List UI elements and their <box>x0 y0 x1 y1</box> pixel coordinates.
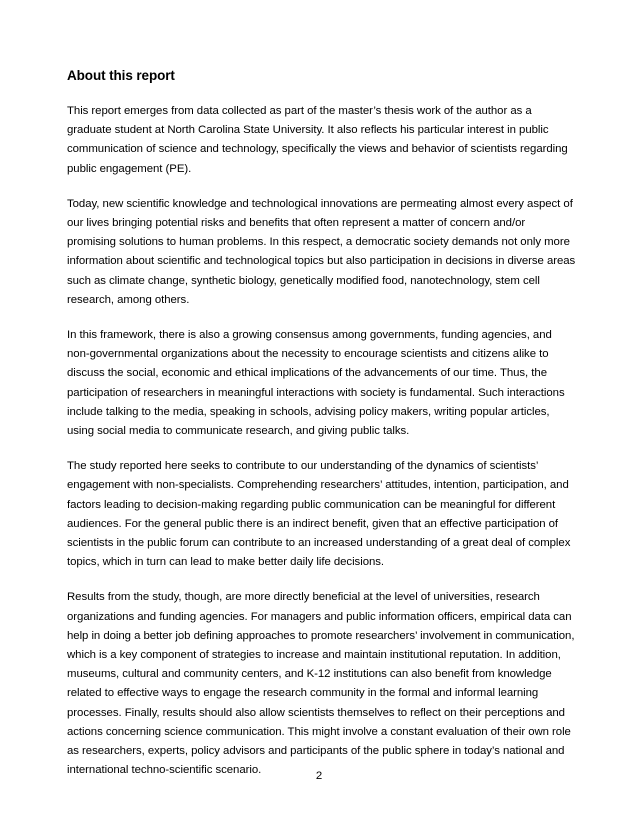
section-heading: About this report <box>67 68 175 83</box>
paragraph-study: The study reported here seeks to contribute to our understanding of the dynamics of scientists’ engagement with non-specialists. Comprehending researchers’ attitudes, intention, participation, and factors leading to decision-making regarding public communication can be meaningful for different audiences. For the general public there is an indirect benefit, given that an effective participation of scientists in the public forum can contribute to an increased understanding of a great deal of complex topics, which in turn can lead to make better daily life decisions. <box>67 460 571 569</box>
page-content <box>67 66 577 797</box>
paragraph-context: Today, new scientific knowledge and technological innovations are permeating almost every aspect of our lives bringing potential risks and benefits that often represent a matter of concern and/or promising solutions to human problems. In this respect, a democratic society demands not only more information about scientific and technological topics but also participation in decisions in diverse areas such as climate change, synthetic biology, genetically modified food, nanotechnology, stem cell research, among others. <box>67 197 576 306</box>
page-number: 2 <box>315 770 323 782</box>
paragraph-results: Results from the study, though, are more directly beneficial at the level of universities, research organizations and funding agencies. For managers and public information officers, empirical data can help in doing a better job defining approaches to promote researchers’ involvement in communication, which is a key component of strategies to increase and maintain institutional reputation. In addition, museums, cultural and community centers, and K-12 institutions can also benefit from knowledge related to effective ways to engage the research community in the formal and informal learning processes. Finally, results should also allow scientists themselves to reflect on their perceptions and actions concerning science communication. This might involve a constant evaluation of their own role as researchers, experts, policy advisors and participants of the public sphere in today’s national and international techno-scientific scenario. <box>67 591 575 777</box>
paragraph-framework: In this framework, there is also a growing consensus among governments, funding agencies, and non-governmental organizations about the necessity to encourage scientists and citizens alike to discuss the social, economic and ethical implications of the advancements of our time. Thus, the participation of researchers in meaningful interactions with society is fundamental. Such interactions include talking to the media, speaking in schools, advising policy makers, writing popular articles, using social media to communicate research, and giving public talks. <box>67 329 565 438</box>
paragraph-intro: This report emerges from data collected as part of the master’s thesis work of the author as a graduate student at North Carolina State University. It also reflects his particular interest in public communication of science and technology, specifically the views and behavior of scientists regarding public engagement (PE). <box>67 105 568 175</box>
